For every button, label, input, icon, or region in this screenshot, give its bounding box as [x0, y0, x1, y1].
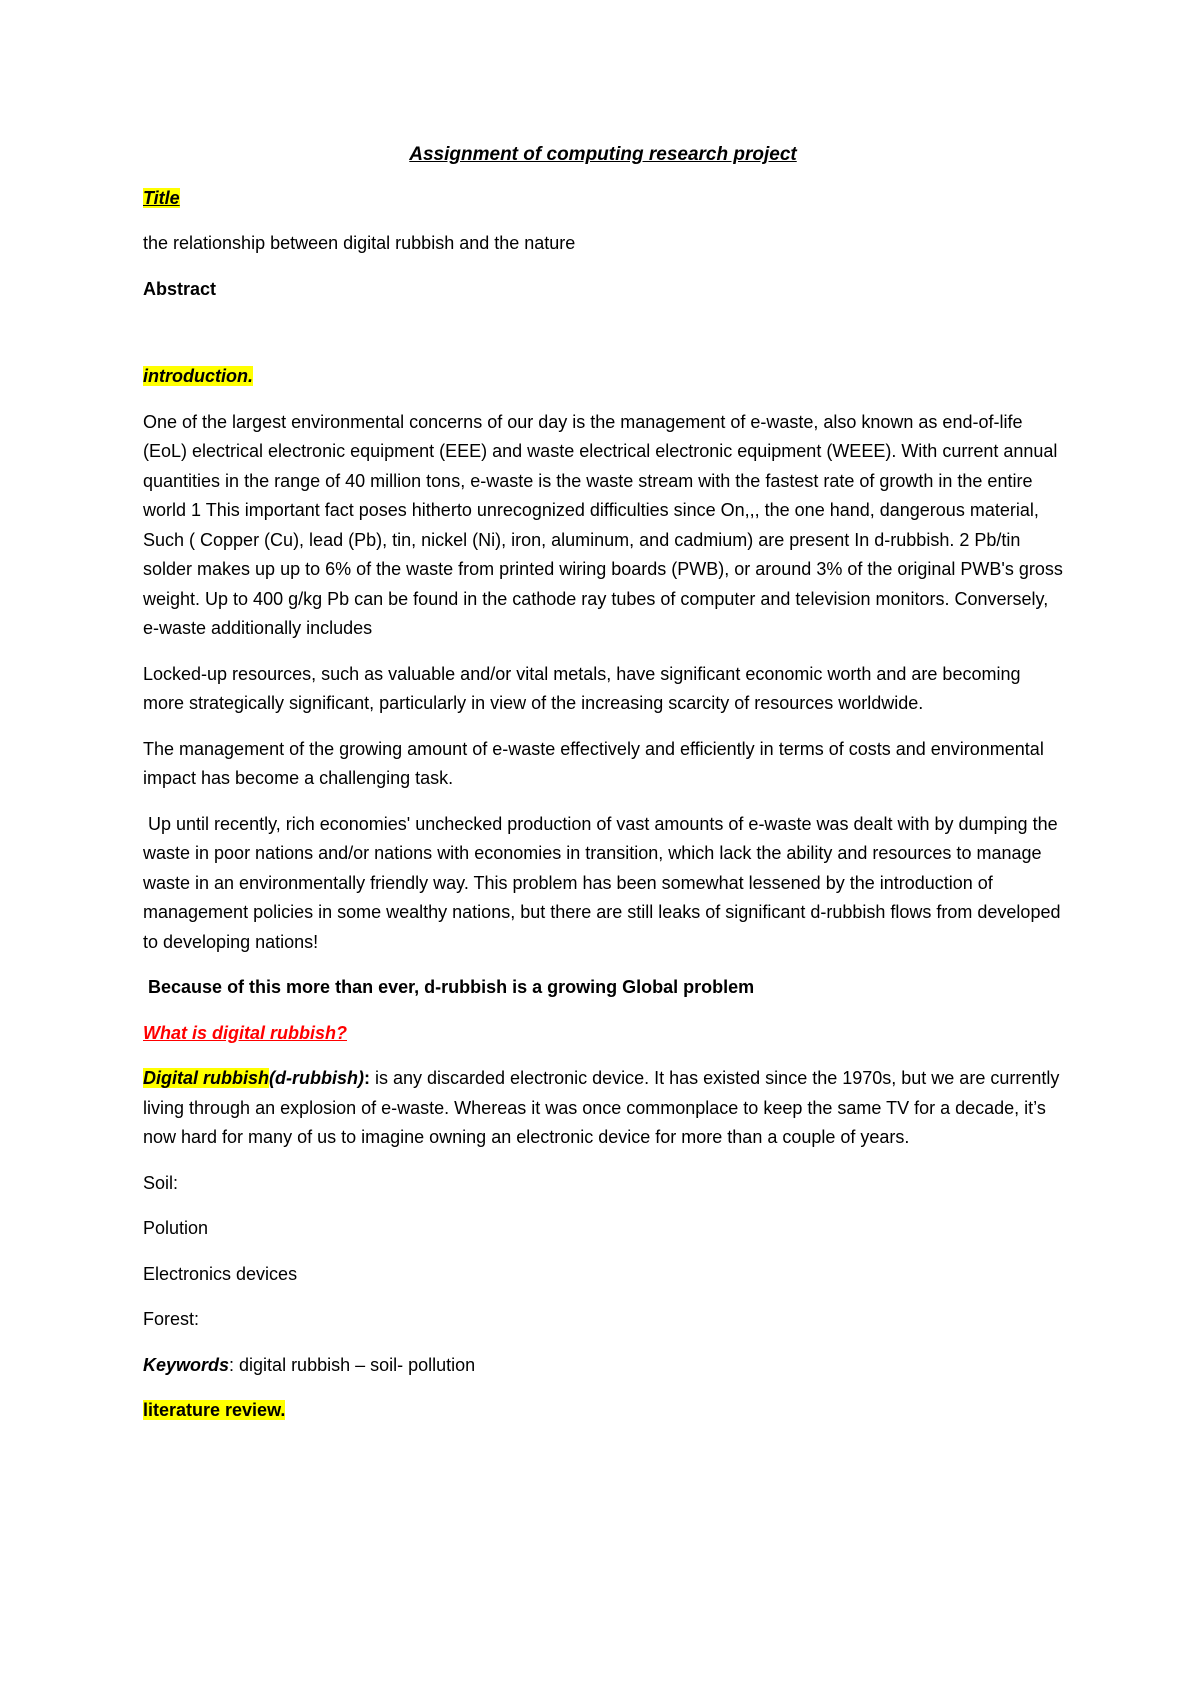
intro-paragraph-4: Up until recently, rich economies' unchecked production of vast amounts of e-waste was dealt with by dumping the waste in poor nations and/or nations with economies in transition, which lack the ability and resources to manage waste in an environmentally friendly way. This problem has been somewhat lessened by the introduction of management policies in some wealthy nations, but there are still leaks of significant d-rubbish flows from developed to developing nations! — [143, 813, 1066, 952]
document-page — [143, 140, 1066, 1442]
abstract-label: Abstract — [143, 278, 217, 299]
abstract-line — [143, 275, 1063, 305]
literature-review-label: literature review. — [143, 1400, 286, 1420]
title-text: the relationship between digital rubbish and the nature — [143, 233, 576, 253]
keywords-label: Keywords — [143, 1354, 230, 1375]
what-is-heading-line — [143, 1019, 1063, 1049]
keywords-line — [143, 1351, 1063, 1381]
title-label: Title — [143, 187, 180, 208]
definition-abbrev: (d-rubbish) — [269, 1068, 364, 1088]
list-item-polution: Polution — [143, 1218, 209, 1238]
definition-paragraph — [143, 1064, 1063, 1153]
intro-paragraph-1: One of the largest environmental concerns of our day is the management of e-waste, also known as end-of-life (EoL) electrical electronic equipment (EEE) and waste electrical electronic equipment (WEEE). With current annual quantities in the range of 40 million tons, e-waste is the waste stream with the fastest rate of growth in the entire world 1 This important fact poses hitherto unrecognized difficulties since On,,, the one hand, dangerous material, Such ( Copper (Cu), lead (Pb), tin, nickel (Ni), iron, aluminum, and cadmium) are present In d-rubbish. 2 Pb/tin solder makes up up to 6% of the waste from printed wiring boards (PWB), or around 3% of the original PWB's gross weight. Up to 400 g/kg Pb can be found in the cathode ray tubes of computer and television monitors. Conversely, e-waste additionally includes — [143, 411, 1063, 638]
definition-term: Digital rubbish — [143, 1068, 269, 1088]
title-label-line — [143, 184, 1063, 214]
definition-text: is any discarded electronic device. It has existed since the 1970s, but we are currently living through an explosion of e-waste. Whereas it was once commonplace to keep the same TV for a decade, it’s now hard for many of us to imagine owning an electronic device for more than a couple of years. — [143, 1068, 1060, 1147]
list-item-electronics-devices: Electronics devices — [143, 1263, 298, 1284]
introduction-line — [143, 362, 1063, 392]
literature-review-line — [143, 1396, 1063, 1426]
definition-colon: : — [363, 1068, 370, 1088]
global-problem-statement: Because of this more than ever, d-rubbish is a growing Global problem — [143, 977, 755, 997]
keywords-text: : digital rubbish – soil- pollution — [229, 1354, 476, 1375]
introduction-label: introduction. — [143, 366, 253, 386]
list-item-soil: Soil: — [143, 1172, 179, 1193]
what-is-digital-rubbish-heading: What is digital rubbish? — [143, 1022, 347, 1043]
document-title: Assignment of computing research project — [409, 144, 797, 165]
list-item-forest: Forest: — [143, 1309, 200, 1329]
intro-paragraph-3: The management of the growing amount of e-waste effectively and efficiently in terms of costs and environmental impact has become a challenging task. — [143, 738, 1044, 788]
intro-paragraph-2: Locked-up resources, such as valuable and/or vital metals, have significant economic worth and are becoming more strategically significant, particularly in view of the increasing scarcity of resources worldwide. — [143, 663, 1021, 713]
